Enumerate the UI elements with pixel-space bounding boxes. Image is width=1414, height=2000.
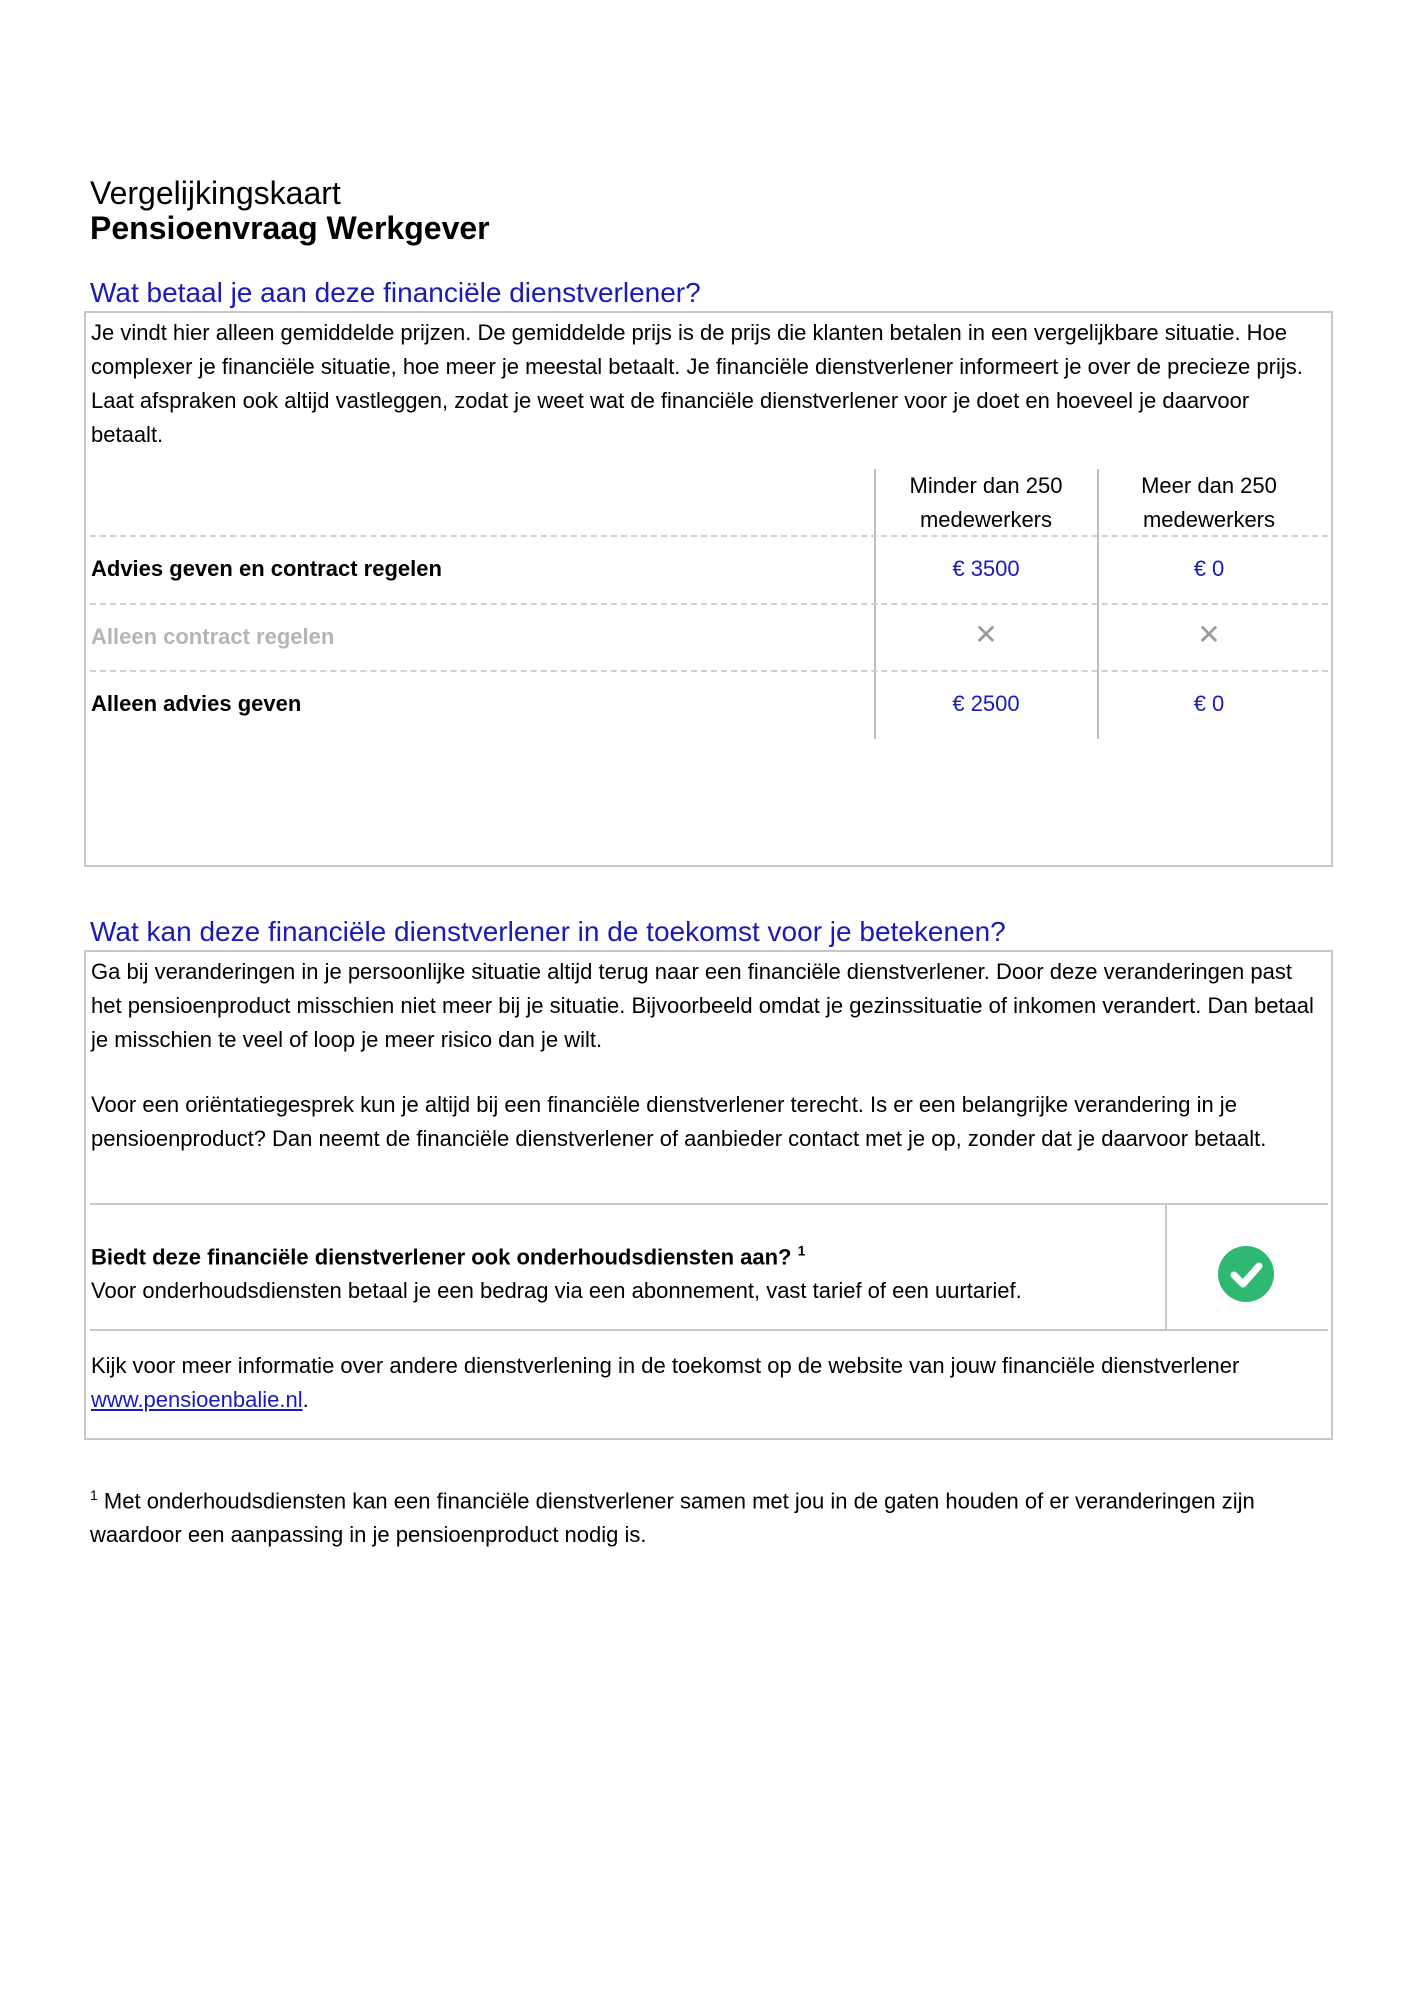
maintenance-question: Biedt deze financiële dienstverlener ook onderhoudsdiensten aan? <box>91 1244 792 1270</box>
row-separator <box>90 670 1328 672</box>
future-paragraph-1: Ga bij veranderingen in je persoonlijke situatie altijd terug naar een financiële dienstverlener. Door deze veranderingen past het pensioenproduct misschien niet meer bij je situatie. Bijvoorbeeld omdat je gezinssituatie of inkomen verandert. Dan betaal je misschien te veel of loop je meer risico dan je wilt. <box>91 959 1314 1052</box>
more-info-suffix: . <box>302 1387 309 1412</box>
check-circle-icon <box>1218 1246 1274 1302</box>
row-separator <box>90 603 1328 605</box>
costs-intro: Je vindt hier alleen gemiddelde prijzen. De gemiddelde prijs is de prijs die klanten betalen in een vergelijkbare situatie. Hoe complexer je financiële situatie, hoe meer je meestal betaalt. Je financiële dienstverlener informeert je over de precieze prijs. Laat afspraken ook altijd vastleggen, zodat je weet wat de financiële dienstverlener voor je doet en hoeveel je daarvoor betaalt. <box>91 320 1303 447</box>
maintenance-description: Voor onderhoudsdiensten betaal je een bedrag via een abonnement, vast tarief of een uurtarief. <box>91 1278 1022 1304</box>
maintenance-divider <box>1165 1203 1167 1329</box>
row-label: Alleen advies geven <box>91 691 302 716</box>
cross-icon: ✕ <box>974 619 998 650</box>
more-info-text: Kijk voor meer informatie over andere dienstverlening in de toekomst op de website van jouw financiële dienstverlener <box>91 1353 1240 1378</box>
costs-heading: Wat betaal je aan deze financiële dienstverlener? <box>90 277 701 308</box>
section-divider <box>90 1329 1328 1331</box>
column-header-large: Meer dan 250 medewerkers <box>1141 473 1277 532</box>
footnote <box>90 1478 1330 1552</box>
section-divider <box>90 1203 1328 1205</box>
future-box <box>84 950 1333 1440</box>
price-cell: € 3500 <box>952 556 1020 581</box>
page-subtitle: Pensioenvraag Werkgever <box>90 210 490 246</box>
website-link[interactable]: www.pensioenbalie.nl <box>91 1387 303 1412</box>
footnote-ref: 1 <box>797 1243 806 1259</box>
row-label: Advies geven en contract regelen <box>91 556 442 581</box>
row-label: Alleen contract regelen <box>91 624 335 649</box>
price-cell: € 2500 <box>952 691 1020 716</box>
column-header-small: Minder dan 250 medewerkers <box>909 473 1063 532</box>
price-cell: € 0 <box>1193 691 1225 716</box>
future-heading: Wat kan deze financiële dienstverlener in de toekomst voor je betekenen? <box>90 916 1006 947</box>
costs-box <box>84 311 1333 867</box>
cross-icon: ✕ <box>1197 619 1221 650</box>
maintenance-text <box>91 1234 1151 1308</box>
footnote-marker: 1 <box>90 1487 98 1503</box>
footnote-text: Met onderhoudsdiensten kan een financiële dienstverlener samen met jou in de gaten houden of er veranderingen zijn waardoor een aanpassing in je pensioenproduct nodig is. <box>90 1488 1255 1548</box>
price-cell: € 0 <box>1193 556 1225 581</box>
row-separator <box>90 535 1328 537</box>
more-info <box>91 1349 1327 1417</box>
future-paragraph-2: Voor een oriëntatiegesprek kun je altijd bij een financiële dienstverlener terecht. Is er een belangrijke verandering in je pensioenproduct? Dan neemt de financiële dienstverlener of aanbieder contact met je op, zonder dat je daarvoor betaalt. <box>91 1092 1267 1151</box>
page-title: Vergelijkingskaart <box>90 175 341 211</box>
